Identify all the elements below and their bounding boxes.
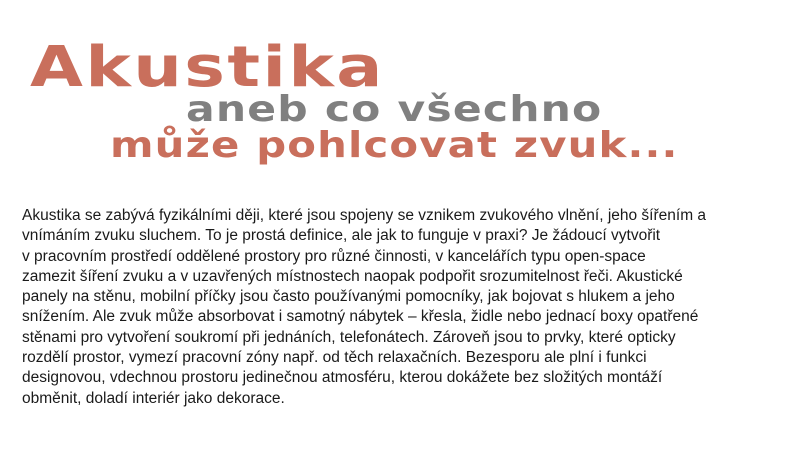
paragraph-line: panely na stěnu, mobilní příčky jsou často používanými pomocníky, jak bojovat s hlukem a jeho: [22, 288, 675, 306]
paragraph-line: rozdělí prostor, vymezí pracovní zóny např. od těch relaxačních. Bezesporu ale plní i funkci: [22, 349, 647, 367]
paragraph-line: obměnit, doladí interiér jako dekorace.: [22, 389, 285, 407]
paragraph-line: stěnami pro vytvoření soukromí při jednáních, telefonátech. Zároveň jsou to prvky, které opticky: [22, 328, 676, 346]
title-block: [0, 0, 800, 180]
page-title: Akustika: [30, 35, 385, 100]
paragraph-line: zamezit šíření zvuku a v uzavřených místnostech naopak podpořit srozumitelnost řeči. Akustické: [22, 267, 683, 285]
subtitle-line-2: může pohlcovat zvuk...: [110, 125, 679, 166]
article-paragraph: [22, 206, 782, 409]
paragraph-line: snížením. Ale zvuk může absorbovat i samotný nábytek – křesla, židle nebo jednací boxy opatřené: [22, 308, 699, 326]
paragraph-line: Akustika se zabývá fyzikálními ději, které jsou spojeny se vznikem zvukového vlnění, jeho šířením a: [22, 207, 707, 224]
subtitle-line-1: aneb co všechno: [186, 89, 603, 130]
paragraph-line: v pracovním prostředí oddělené prostory pro různé činnosti, v kancelářích typu open-space: [22, 247, 646, 265]
paragraph-line: designovou, vdechnou prostoru jedinečnou atmosféru, kterou dokážete bez složitých montáží: [22, 369, 663, 387]
paragraph-line: vnímáním zvuku sluchem. To je prostá definice, ale jak to funguje v praxi? Je žádoucí vytvořit: [22, 227, 661, 245]
